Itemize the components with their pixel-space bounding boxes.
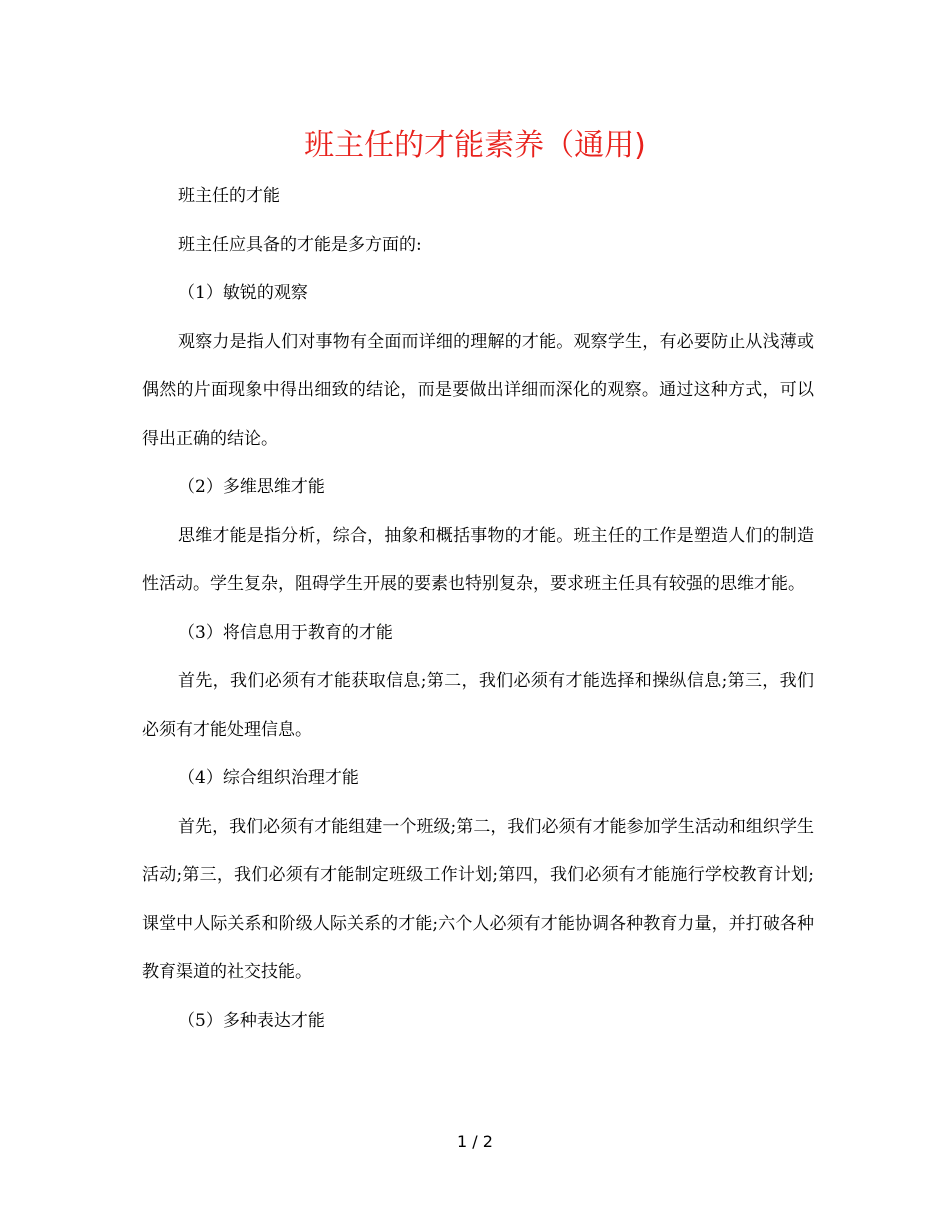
section-heading-5: （5）多种表达才能 xyxy=(178,1010,325,1031)
section-heading-2: （2）多维思维才能 xyxy=(178,477,325,497)
paragraph-intro: 班主任应具备的才能是多方面的: xyxy=(178,234,422,255)
section-heading-1: （1）敏锐的观察 xyxy=(178,283,308,303)
section-heading-4: （4）综合组织治理才能 xyxy=(178,768,359,788)
paragraph-thinking: 思维才能是指分析，综合，抽象和概括事物的才能。班主任的工作是塑造人们的制造性活动。学生复杂，阻碍学生开展的要素也特别复杂，要求班主任具有较强的思维才能。 xyxy=(142,525,814,594)
section-heading-3: （3）将信息用于教育的才能 xyxy=(178,622,393,643)
paragraph-heading: 班主任的才能 xyxy=(178,186,280,206)
paragraph-information: 首先，我们必须有才能获取信息;第二，我们必须有才能选择和操纵信息;第三，我们必须有才能处理信息。 xyxy=(142,671,814,740)
paragraph-organization: 首先，我们必须有才能组建一个班级;第二，我们必须有才能参加学生活动和组织学生活动;第三，我们必须有才能制定班级工作计划;第四，我们必须有才能施行学校教育计划;课堂中人际关系和阶级人际关系的才能;六个人必须有才能协调各种教育力量，并打破各种教育渠道的社交技能。 xyxy=(142,816,814,982)
document-body xyxy=(142,172,814,1045)
paragraph-observation: 观察力是指人们对事物有全面而详细的理解的才能。观察学生，有必要防止从浅薄或偶然的片面现象中得出细致的结论，而是要做出详细而深化的观察。通过这种方式，可以得出正确的结论。 xyxy=(142,331,814,449)
document-title: 班主任的才能素养（通用) xyxy=(304,128,646,163)
page-number: 1 / 2 xyxy=(457,1132,493,1151)
